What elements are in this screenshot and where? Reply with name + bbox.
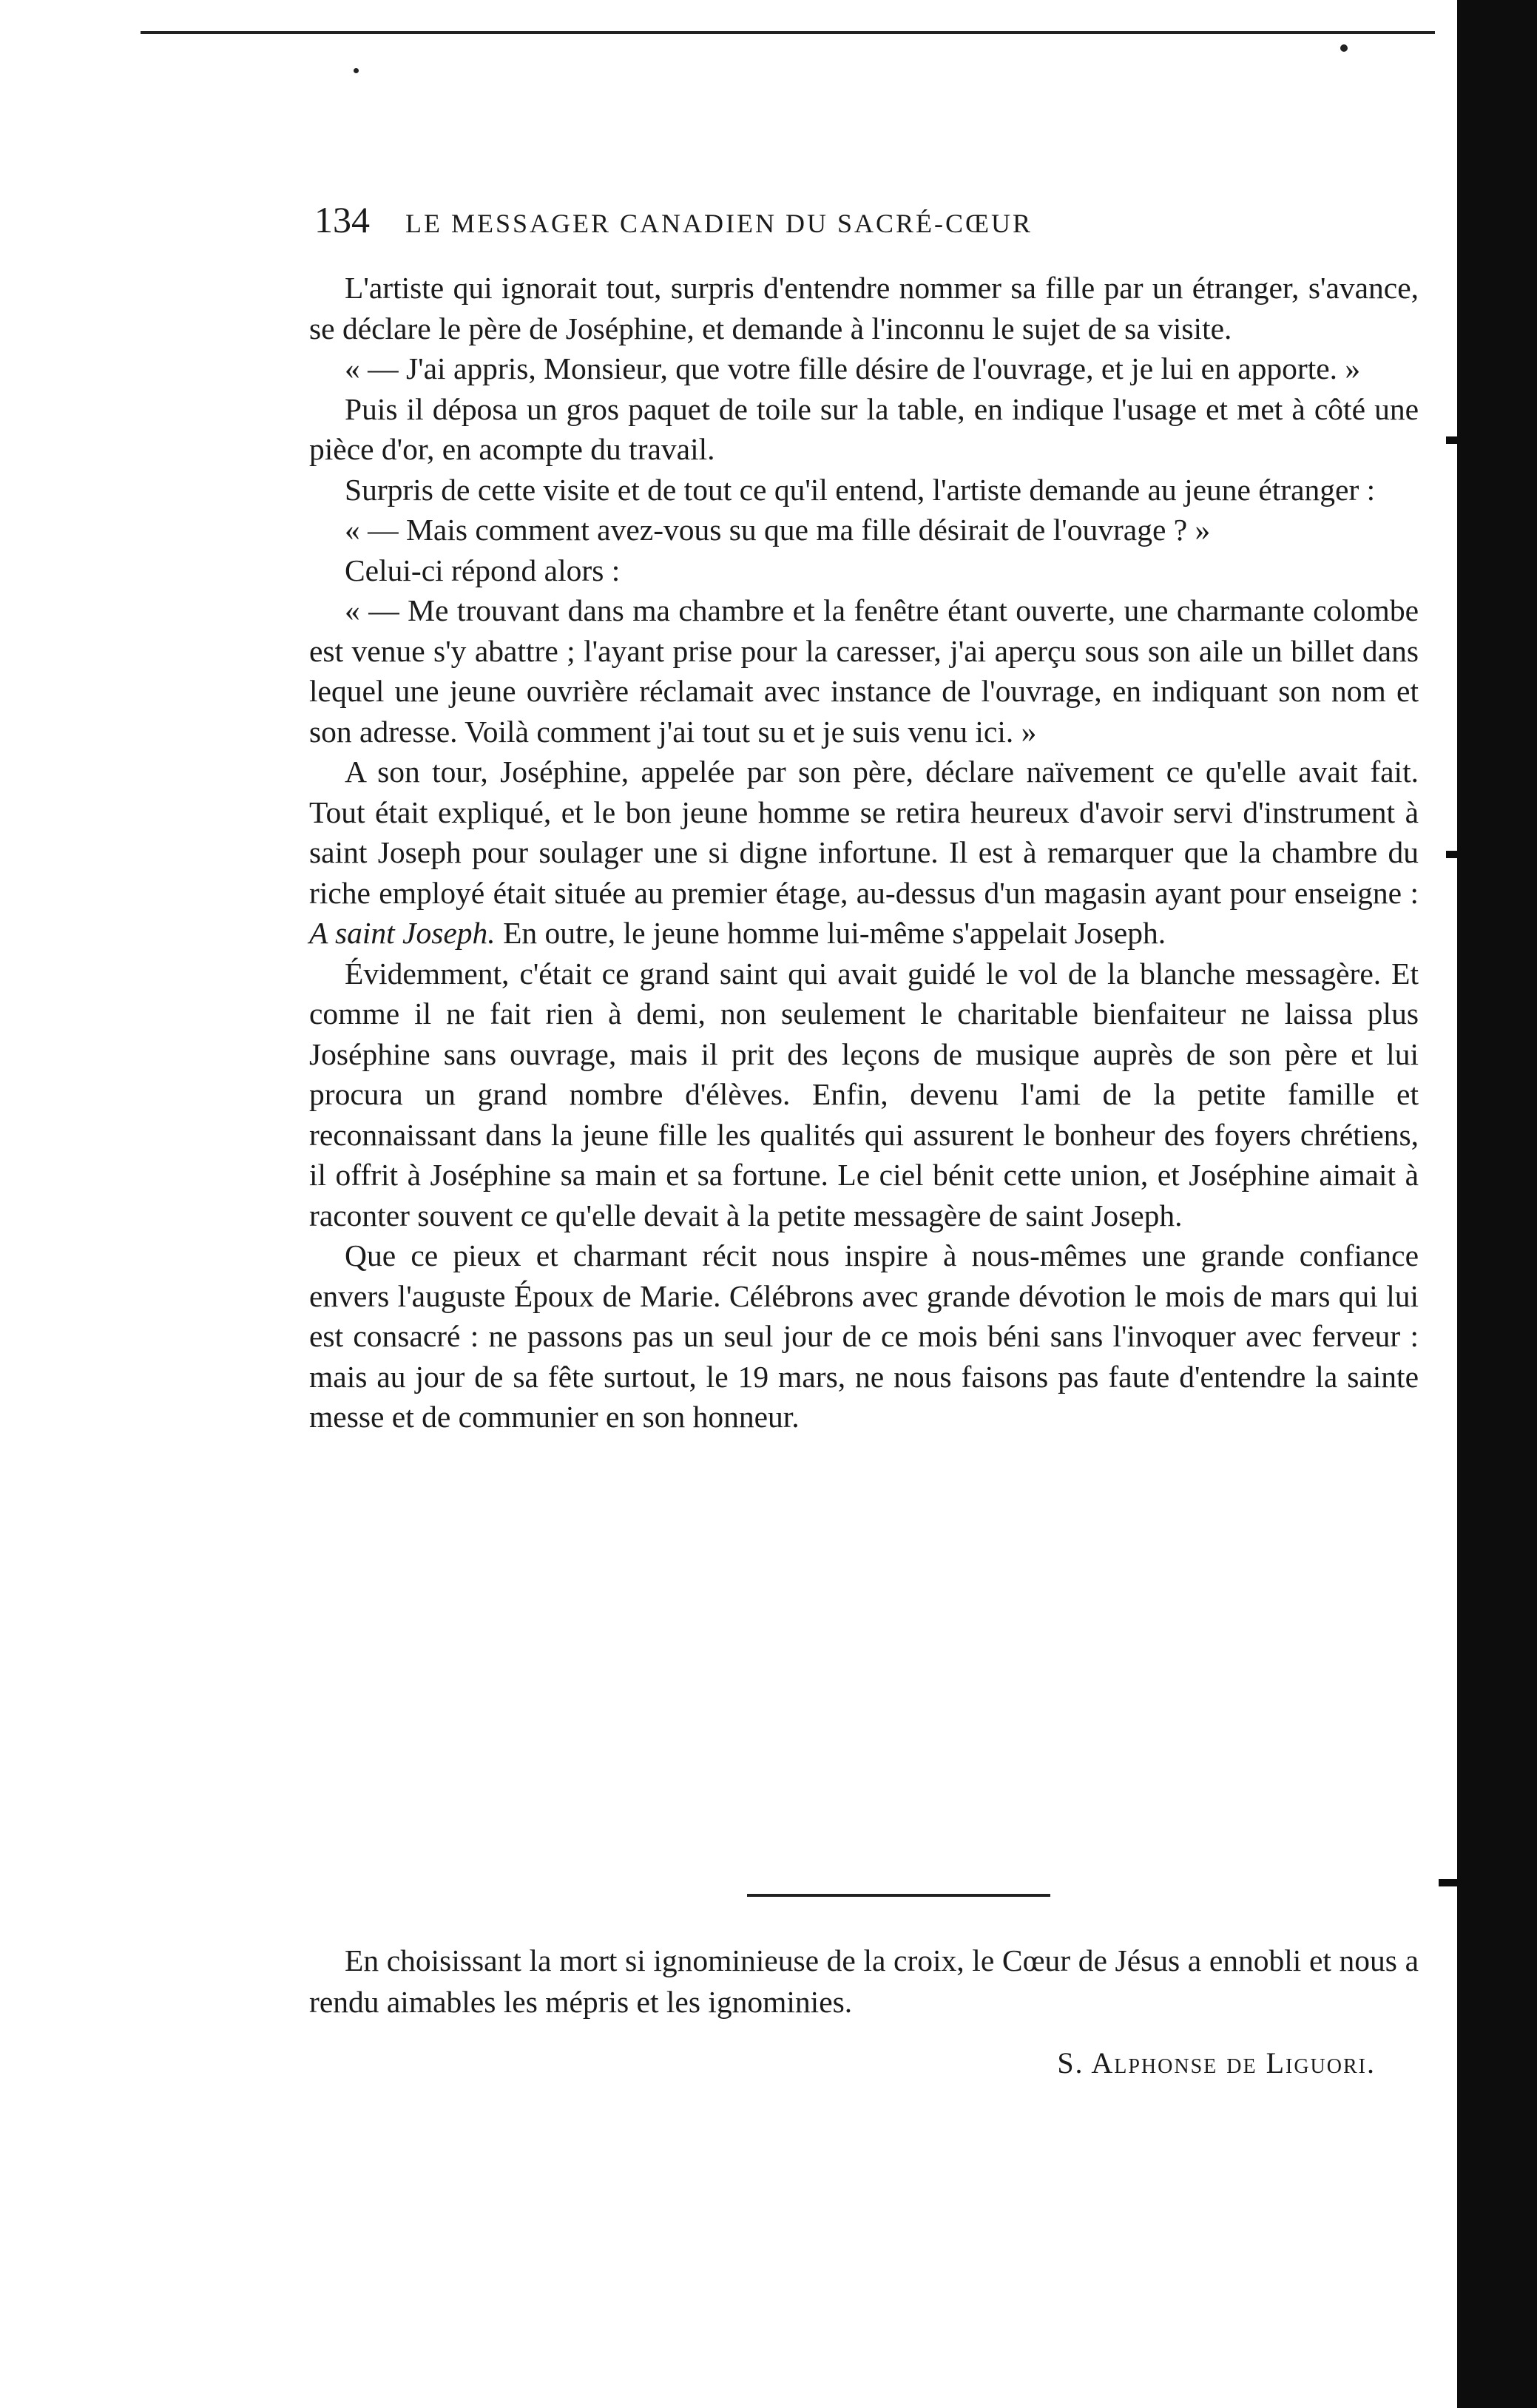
paragraph-with-sign [309,752,1419,954]
running-head: LE MESSAGER CANADIEN DU SACRÉ-CŒUR [405,209,1033,238]
section-separator [747,1894,1050,1897]
scan-edge-notch [1439,1879,1461,1886]
paragraph: « — J'ai appris, Monsieur, que votre fille désire de l'ouvrage, et je lui en apporte. » [345,351,1361,385]
scan-edge-shadow [1457,0,1537,2408]
page-header [314,198,1283,243]
shop-sign: A saint Joseph. [309,916,496,950]
paragraph: Surpris de cette visite et de tout ce qu'il entend, l'artiste demande au jeune étranger : [345,472,1376,507]
paragraph-text: En outre, le jeune homme lui-même s'appelait Joseph. [503,916,1166,950]
top-rule [141,31,1435,34]
closing-quote [309,1940,1419,2023]
scan-speck [354,68,359,73]
quote-attribution: S. Alphonse de Liguori. [1057,2046,1376,2080]
paragraph: Évidemment, c'était ce grand saint qui avait guidé le vol de la blanche messagère. Et comme il ne fait rien à demi, non seulement le charitable bienfaiteur ne laissa plus Joséphine sans ouvrage, mais il prit des leçons de musique auprès de son père et lui procura un grand nombre d'élèves. Enfin, devenu l'ami de la petite famille et reconnaissant dans la jeune fille les qualités qui assurent le bonheur des foyers chrétiens, il offrit à Joséphine sa main et sa fortune. Le ciel bénit cette union, et Joséphine aimait à raconter souvent ce qu'elle devait à la petite messagère de saint Joseph. [309,956,1419,1232]
paragraph-text: A son tour, Joséphine, appelée par son père, déclare naïvement ce qu'elle avait fait. Tout était expliqué, et le bon jeune homme se retira heureux d'avoir servi d'instrument à saint Joseph pour soulager une si digne infortune. Il est à remarquer que la chambre du riche employé était située au premier étage, au-dessus d'un magasin ayant pour enseigne : [309,755,1419,910]
quote-text: En choisissant la mort si ignominieuse de la croix, le Cœur de Jésus a ennobli et nous a rendu aimables les mépris et les ignominies. [309,1943,1419,2019]
scan-edge-notch [1446,851,1462,858]
paragraph: L'artiste qui ignorait tout, surpris d'entendre nommer sa fille par un étranger, s'avance, se déclare le père de Joséphine, et demande à l'inconnu le sujet de sa visite. [309,271,1419,345]
paragraph: « — Mais comment avez-vous su que ma fille désirait de l'ouvrage ? » [345,513,1211,547]
page-number: 134 [314,199,370,240]
scan-speck [1340,44,1348,52]
paragraph: « — Me trouvant dans ma chambre et la fenêtre étant ouverte, une charmante colombe est venue s'y abattre ; l'ayant prise pour la caresser, j'ai aperçu sous son aile un billet dans lequel une jeune ouvrière réclamait avec instance de l'ouvrage, en indiquant son nom et son adresse. Voilà comment j'ai tout su et je suis venu ici. » [309,593,1419,749]
article-body [309,268,1419,1437]
paragraph: Celui-ci répond alors : [345,553,621,587]
paragraph: Que ce pieux et charmant récit nous inspire à nous-mêmes une grande confiance envers l'auguste Époux de Marie. Célébrons avec grande dévotion le mois de mars qui lui est consacré : ne passons pas un seul jour de ce mois béni sans l'invoquer avec ferveur : mais au jour de sa fête surtout, le 19 mars, ne nous faisons pas faute d'entendre la sainte messe et de communier en son honneur. [309,1238,1419,1434]
paragraph: Puis il déposa un gros paquet de toile sur la table, en indique l'usage et met à côté une pièce d'or, en acompte du travail. [309,391,1419,466]
scan-edge-notch [1446,436,1462,444]
